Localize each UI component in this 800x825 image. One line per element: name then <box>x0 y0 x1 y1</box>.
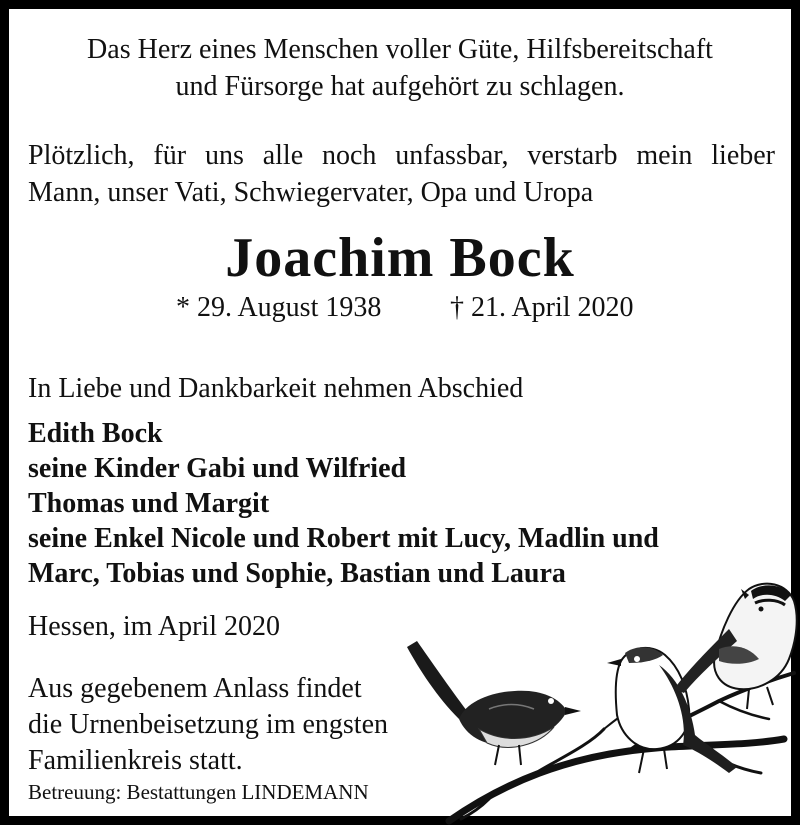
mourner-line: seine Kinder Gabi und Wilfried <box>28 453 407 484</box>
death-date: † 21. April 2020 <box>450 292 634 323</box>
notice-line: Familienkreis statt. <box>28 745 243 776</box>
mourners-list <box>28 416 659 591</box>
announcement-line: Mann, unser Vati, Schwiegervater, Opa und Uropa <box>28 177 594 208</box>
place-date: Hessen, im April 2020 <box>28 611 280 642</box>
intro-verse <box>9 31 791 105</box>
funeral-home-credit: Betreuung: Bestattungen LINDEMANN <box>28 780 369 804</box>
notice-line: die Urnenbeisetzung im engsten <box>28 709 389 740</box>
birds-on-branch-illustration <box>389 569 800 825</box>
mourner-line: Edith Bock <box>28 418 163 449</box>
mourner-line: seine Enkel Nicole und Robert mit Lucy, Madlin und <box>28 523 659 554</box>
intro-line: Das Herz eines Menschen voller Güte, Hilfsbereitschaft <box>87 34 713 65</box>
notice-line: Aus gegebenem Anlass findet <box>28 673 362 704</box>
burial-notice <box>28 671 388 779</box>
birth-date: * 29. August 1938 <box>176 292 382 323</box>
sparrow-bird <box>674 584 797 709</box>
mourner-line: Thomas und Margit <box>28 488 270 519</box>
wren-bird <box>407 641 581 765</box>
intro-line: und Fürsorge hat aufgehört zu schlagen. <box>175 71 625 102</box>
announcement-text <box>28 137 775 211</box>
farewell-text: In Liebe und Dankbarkeit nehmen Abschied <box>28 373 524 404</box>
mourner-line: Marc, Tobias und Sophie, Bastian und Laura <box>28 558 566 589</box>
deceased-name: Joachim Bock <box>225 227 575 289</box>
life-dates <box>9 292 800 328</box>
announcement-line: Plötzlich, für uns alle noch unfassbar, verstarb mein lieber <box>28 140 775 171</box>
